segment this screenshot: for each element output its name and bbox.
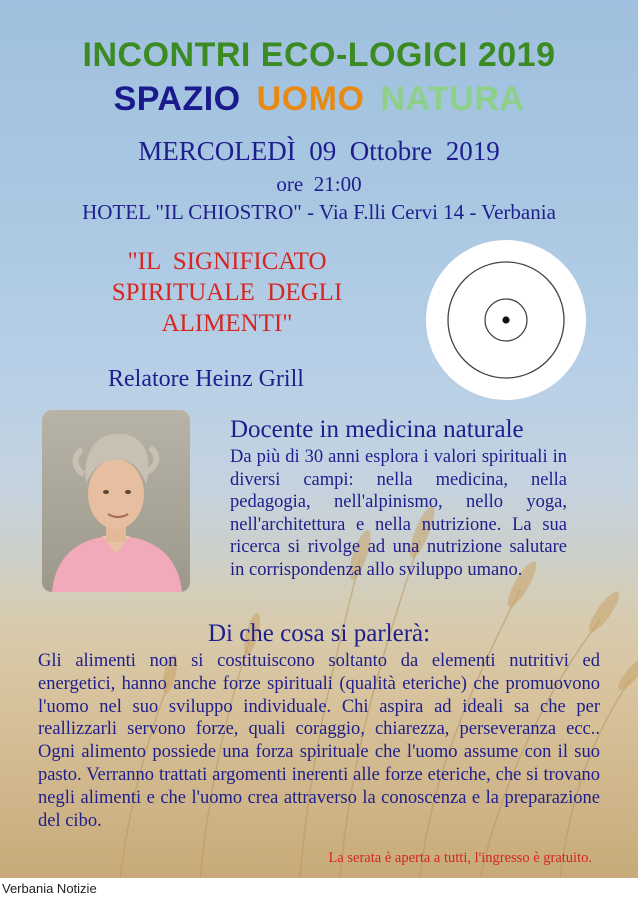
free-entry-note: La serata è aperta a tutti, l'ingresso è gratuito. bbox=[328, 850, 592, 866]
talk-title-line: SPIRITUALE DEGLI bbox=[111, 279, 343, 306]
tagline-word-uomo: UOMO bbox=[256, 80, 365, 118]
series-title: INCONTRI ECO-LOGICI 2019 bbox=[82, 36, 556, 74]
bio-text: Da più di 30 anni esplora i valori spirituali in diversi campi: nella medicina, nella pedagogia, nell'alpinismo, nello yoga, nell'architettura e nella nutrizione. La sua ricerca si rivolge ad una nutrizione salutare in corrispondenza allo sviluppo umano. bbox=[230, 447, 567, 580]
event-date: MERCOLEDÌ 09 Ottobre 2019 bbox=[138, 136, 500, 166]
concentric-circles-icon bbox=[424, 238, 588, 402]
talk-title-line: ALIMENTI" bbox=[161, 310, 293, 337]
topic-text: Gli alimenti non si costituiscono soltanto da elementi nutritivi ed energetici, hanno anche forze spirituali (qualità eteriche) che promuovono l'uomo nel suo sviluppo individuale. Chi aspira ad ideali sa che per reallizzarli servono forze, quali coraggio, chiarezza, perseveranza ecc.. Ogni alimento possiede una forza spirituale che l'uomo assume con il suo pasto. Verranno trattati argomenti inerenti alle forze eteriche, che si trovano negli alimenti e che l'uomo crea attraverso la conoscenza e la preparazione del cibo. bbox=[38, 651, 600, 831]
source-credit: Verbania Notizie bbox=[2, 881, 97, 896]
bio-heading: Docente in medicina naturale bbox=[230, 416, 524, 443]
tagline-word-spazio: SPAZIO bbox=[113, 80, 241, 118]
topic-heading: Di che cosa si parlerà: bbox=[207, 620, 431, 647]
tagline-word-natura: NATURA bbox=[380, 80, 525, 118]
tagline bbox=[0, 80, 638, 119]
event-venue: HOTEL "IL CHIOSTRO" - Via F.lli Cervi 14 - Verbania bbox=[82, 200, 556, 224]
talk-title-line: "IL SIGNIFICATO bbox=[127, 248, 327, 275]
event-time: ore 21:00 bbox=[276, 172, 362, 196]
speaker-name: Relatore Heinz Grill bbox=[108, 366, 304, 392]
talk-title bbox=[72, 246, 382, 339]
speaker-portrait bbox=[42, 410, 190, 592]
